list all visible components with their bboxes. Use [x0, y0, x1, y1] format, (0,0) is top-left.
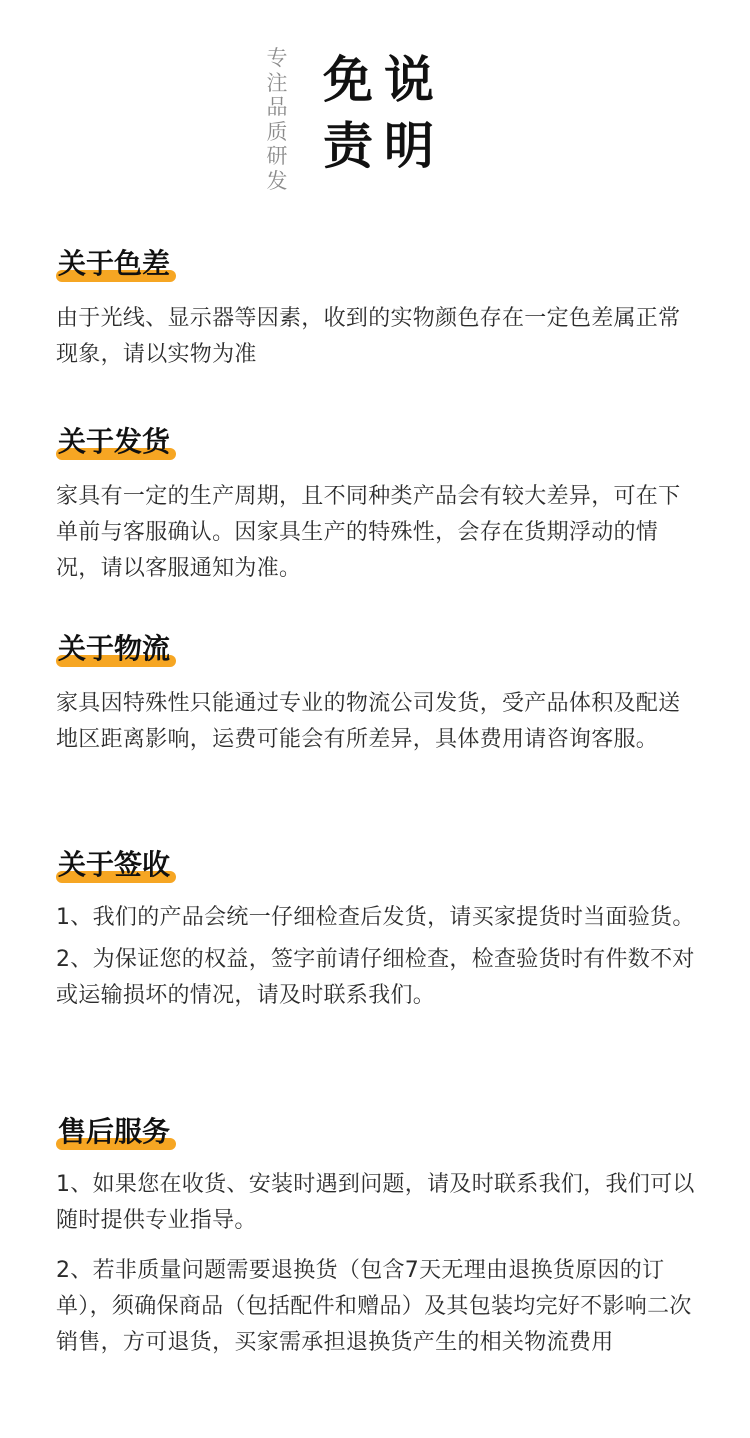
- section-heading: [56, 1114, 172, 1150]
- section-after-sales: [56, 1114, 696, 1361]
- section-logistics: [56, 631, 696, 758]
- section-heading-text: 关于签收: [58, 848, 171, 881]
- page-title: [318, 50, 439, 176]
- section-color-difference: [56, 246, 696, 373]
- section-paragraph: 1、我们的产品会统一仔细检查后发货，请买家提货时当面验货。: [56, 905, 695, 930]
- section-heading: [56, 631, 172, 667]
- section-shipping: [56, 424, 696, 587]
- section-paragraph: 家具因特殊性只能通过专业的物流公司发货，受产品体积及配送地区距离影响，运费可能会有所差异，具体费用请咨询客服。: [56, 691, 681, 752]
- header: [0, 0, 750, 200]
- section-heading: [56, 424, 172, 460]
- subtitle-char: 专: [266, 46, 288, 70]
- section-paragraph: 由于光线、显示器等因素，收到的实物颜色存在一定色差属正常现象，请以实物为准: [56, 306, 681, 367]
- subtitle-vertical: [264, 46, 290, 193]
- section-heading-text: 关于发货: [58, 425, 171, 458]
- section-heading-text: 关于物流: [58, 632, 171, 665]
- section-paragraph: 2、为保证您的权益，签字前请仔细检查，检查验货时有件数不对或运输损坏的情况，请及时联系我们。: [56, 947, 695, 1008]
- title-char: 责: [323, 117, 373, 175]
- section-heading: [56, 246, 172, 282]
- section-paragraph: 1、如果您在收货、安装时遇到问题，请及时联系我们，我们可以随时提供专业指导。: [56, 1172, 695, 1233]
- subtitle-char: 注: [266, 70, 288, 95]
- title-char: 明: [384, 117, 434, 175]
- subtitle-char: 质: [266, 119, 288, 144]
- subtitle-char: 研: [266, 144, 288, 168]
- section-heading-text: 关于色差: [58, 247, 171, 280]
- section-paragraph: 家具有一定的生产周期，且不同种类产品会有较大差异，可在下单前与客服确认。因家具生产的特殊性，会存在货期浮动的情况，请以客服通知为准。: [56, 484, 681, 581]
- section-receipt: [56, 847, 696, 1014]
- section-heading: [56, 847, 172, 883]
- subtitle-char: 品: [266, 95, 288, 119]
- section-paragraph: 2、若非质量问题需要退换货（包含7天无理由退换货原因的订单），须确保商品（包括配件和赠品）及其包装均完好不影响二次销售，方可退货，买家需承担退换货产生的相关物流费用: [56, 1258, 692, 1355]
- subtitle-char: 发: [266, 168, 288, 193]
- title-char: 说: [384, 51, 434, 109]
- section-heading-text: 售后服务: [58, 1115, 171, 1148]
- title-char: 免: [323, 51, 373, 109]
